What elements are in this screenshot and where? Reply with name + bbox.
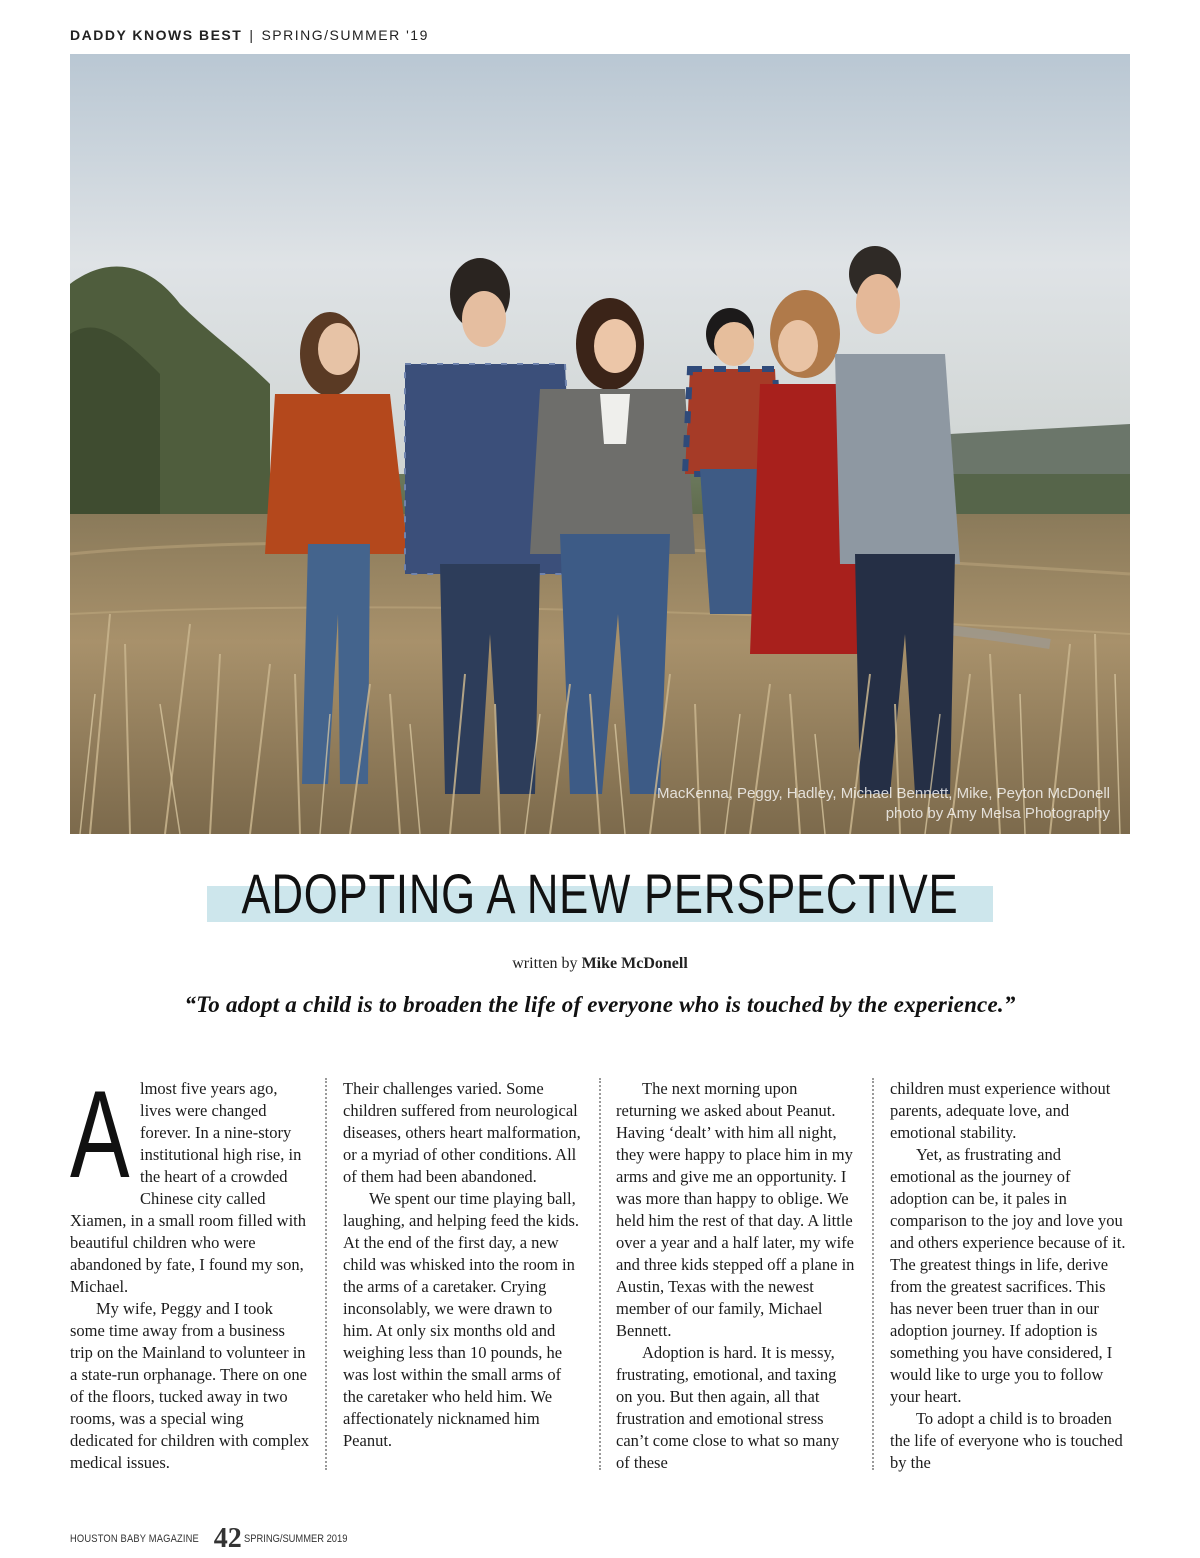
- column-divider: [872, 1078, 874, 1470]
- paragraph: Their challenges varied. Some children suffered from neurological diseases, others heart malformation, or a myriad of other conditions. All of them had been abandoned.: [343, 1079, 581, 1186]
- footer-magazine-name: HOUSTON BABY MAGAZINE: [70, 1533, 199, 1545]
- family-photo-illustration: [70, 54, 1130, 834]
- page-number: 42: [213, 1523, 242, 1554]
- page-footer: [70, 1523, 365, 1554]
- paragraph: My wife, Peggy and I took some time away from a business trip on the Mainland to volunteer in a state-run orphanage. There on one of the floors, tucked away in two rooms, was a special wing dedicated for children with complex medical issues.: [70, 1299, 310, 1472]
- column-2: [343, 1078, 583, 1452]
- header-separator: |: [249, 27, 255, 43]
- paragraph: children must experience without parents, adequate love, and emotional stability.: [890, 1079, 1111, 1142]
- article-title: ADOPTING A NEW PERSPECTIVE: [241, 862, 959, 925]
- paragraph: To adopt a child is to broaden the life of everyone who is touched by the: [890, 1409, 1123, 1472]
- paragraph: Yet, as frustrating and emotional as the journey of adoption can be, it pales in comparison to the joy and love you and others experience because of it. The greatest things in life, derive from the greatest sacrifices. This has never been truer than in our adoption journey. If adoption is something you have considered, I would like to urge you to follow your heart.: [890, 1145, 1126, 1406]
- column-divider: [599, 1078, 601, 1470]
- paragraph: The next morning upon returning we asked about Peanut. Having ‘dealt’ with him all night, they were happy to place him in my arms and give me an opportunity. I was more than happy to oblige. We held him the rest of that day. A little over a year and a half later, my wife and three kids stepped off a plane in Austin, Texas with the newest member of our family, Michael Bennett.: [616, 1079, 855, 1340]
- column-1: [70, 1066, 310, 1474]
- drop-cap: A: [70, 1066, 130, 1204]
- paragraph: Adoption is hard. It is messy, frustrating, emotional, and taxing on you. But then again, all that frustration and emotional stress can’t come close to what so many of these: [616, 1343, 840, 1472]
- column-4: [890, 1078, 1130, 1474]
- column-divider: [325, 1078, 327, 1470]
- photo-caption-names: MacKenna, Peggy, Hadley, Michael Bennett, Mike, Peyton McDonell: [656, 785, 1110, 802]
- pull-quote: “To adopt a child is to broaden the life of everyone who is touched by the experience.”: [184, 992, 1016, 1017]
- article-title-block: [0, 860, 1200, 930]
- family-photo: [70, 54, 1130, 834]
- byline: [0, 955, 1200, 973]
- paragraph: lmost five years ago, lives were changed forever. In a nine-story institutional high rise, in the heart of a crowded Chinese city called Xiamen, in a small room filled with beautiful children who were abandoned by fate, I found my son, Michael.: [70, 1079, 306, 1296]
- section-label: DADDY KNOWS BEST: [70, 27, 243, 43]
- page-header: [70, 24, 429, 46]
- byline-prefix: written by: [512, 955, 578, 972]
- photo-credit: photo by Amy Melsa Photography: [885, 805, 1110, 822]
- author-name: Mike McDonell: [581, 955, 688, 972]
- column-3: [616, 1078, 856, 1474]
- issue-label: SPRING/SUMMER '19: [261, 27, 429, 43]
- photo-caption: [657, 784, 1110, 824]
- article-body: [70, 1066, 1130, 1478]
- paragraph: We spent our time playing ball, laughing, and helping feed the kids. At the end of the first day, a new child was whisked into the room in the arms of a caretaker. Crying inconsolably, we were drawn to him. At only six months old and weighing less than 10 pounds, he was lost within the small arms of the caretaker who held him. We affectionately nicknamed him Peanut.: [343, 1189, 579, 1450]
- footer-issue-date: SPRING/SUMMER 2019: [243, 1533, 348, 1545]
